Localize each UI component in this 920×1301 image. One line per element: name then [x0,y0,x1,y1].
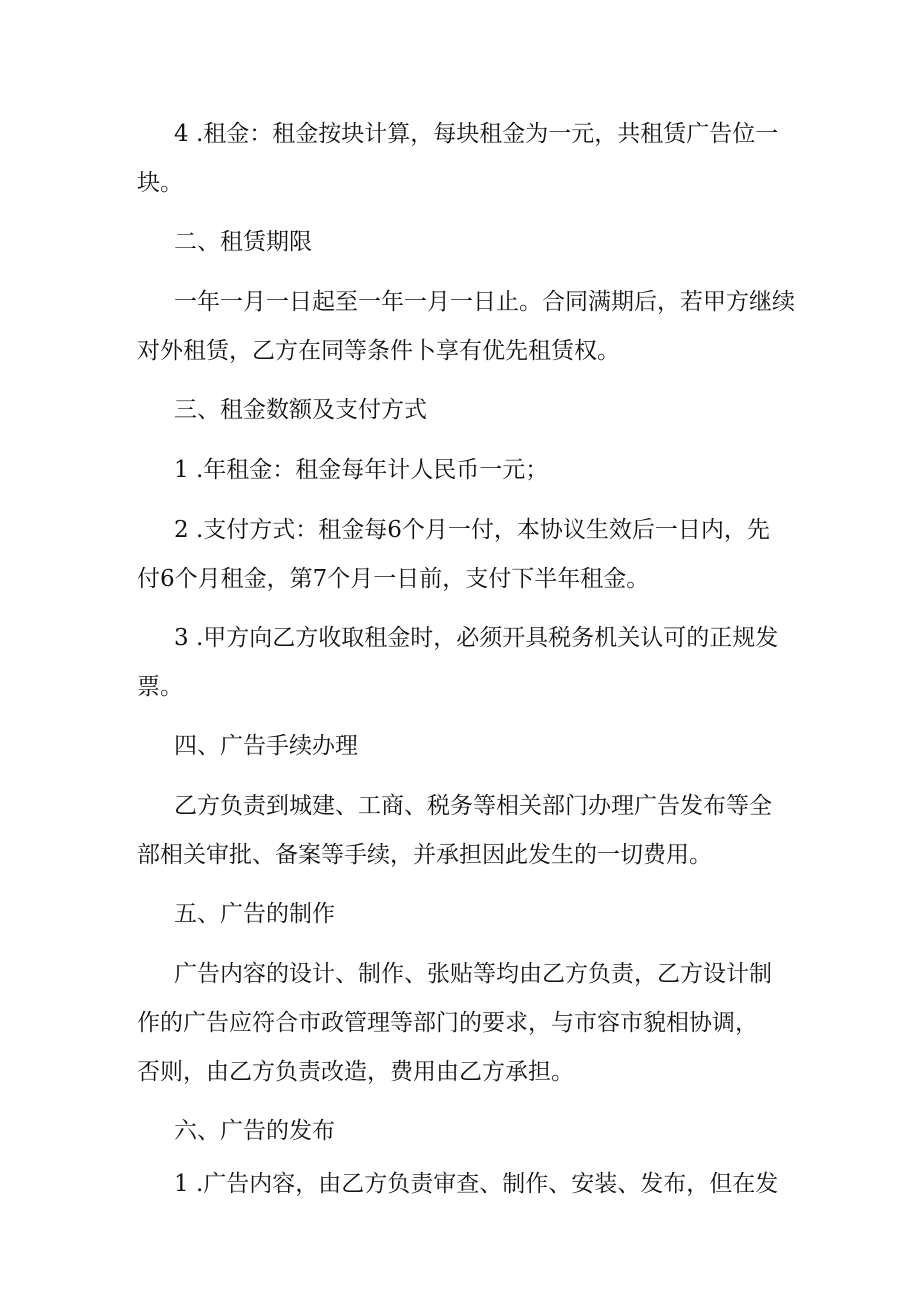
paragraph-line: 一年一月一日起至一年一月一日止。合同满期后，若甲方继续 [174,289,795,315]
paragraph-ad-production [137,950,787,1097]
heading-line: 五、广告的制作 [174,901,335,927]
paragraph-line: 否则，由乙方负责改造，费用由乙方承担。 [137,1059,574,1085]
paragraph-invoice [137,614,787,712]
paragraph-line: 4 .租金：租金按块计算，每块租金为一元，共租赁广告位一 [174,121,779,147]
paragraph-payment-method [137,506,787,604]
heading-line: 四、广告手续办理 [174,733,358,759]
paragraph-line: 票。 [137,674,183,700]
section-heading-ad-procedures [137,722,787,771]
paragraph-line: 1 .广告内容，由乙方负责审查、制作、安装、发布，但在发 [174,1171,779,1197]
section-heading-ad-production [137,890,787,939]
paragraph-line: 乙方负责到城建、工商、税务等相关部门办理广告发布等全 [174,793,772,819]
paragraph-lease-term [137,278,795,376]
paragraph-line: 2 .支付方式：租金每6个月一付，本协议生效后一日内，先 [174,517,770,543]
heading-line: 六、广告的发布 [174,1118,335,1144]
paragraph-line: 1 .年租金：租金每年计人民币一元； [174,457,549,483]
section-heading-rent-payment [137,386,787,435]
paragraph-annual-rent [137,446,787,495]
heading-line: 二、租赁期限 [174,229,312,255]
section-heading-ad-publishing [137,1107,787,1156]
paragraph-line: 部相关审批、备案等手续，并承担因此发生的一切费用。 [137,842,712,868]
paragraph-line: 对外租赁，乙方在同等条件卜享有优先租赁权。 [137,338,620,364]
paragraph-line: 块。 [137,170,183,196]
paragraph-ad-procedures [137,782,787,880]
heading-line: 三、租金数额及支付方式 [174,397,427,423]
paragraph-ad-publishing [137,1160,787,1209]
paragraph-line: 广告内容的设计、制作、张贴等均由乙方负责，乙方设计制 [174,961,772,987]
section-heading-lease-term [137,218,787,267]
paragraph-line: 作的广告应符合市政管理等部门的要求，与市容市貌相协调， [137,1010,758,1036]
paragraph-line: 3 .甲方向乙方收取租金时，必须开具税务机关认可的正规发 [174,625,779,651]
paragraph-line: 付6个月租金，第7个月一日前，支付下半年租金。 [137,566,650,592]
paragraph-rent-per-block [137,110,787,208]
